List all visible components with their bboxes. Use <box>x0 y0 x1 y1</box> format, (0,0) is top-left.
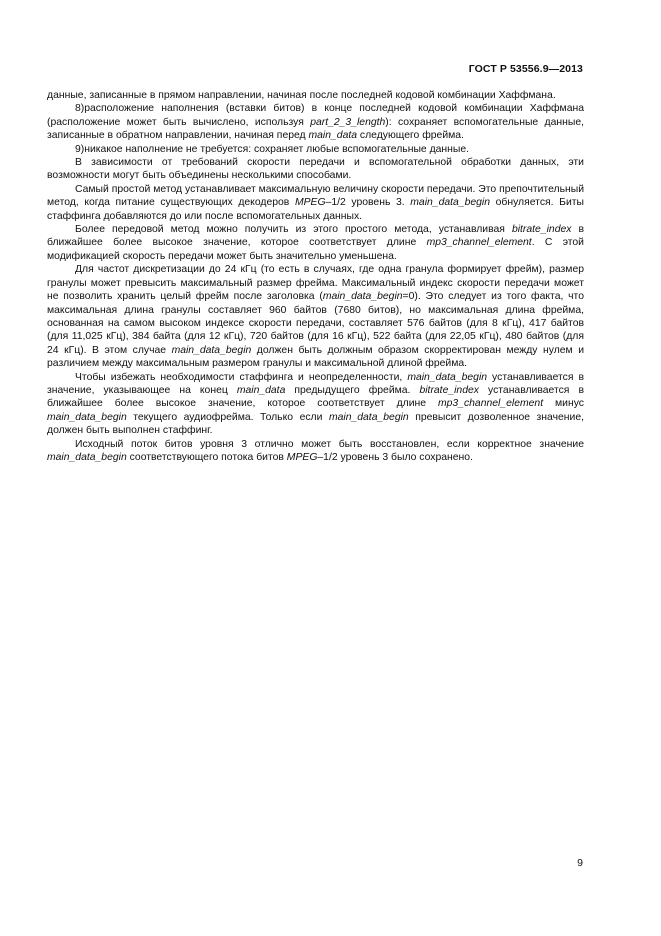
text-segment: текущего аудиофрейма. Только если <box>126 411 329 423</box>
italic-term: main_data_begin <box>410 197 490 209</box>
body-paragraph <box>47 143 584 156</box>
body-paragraph <box>47 263 584 370</box>
page-number: 9 <box>577 857 583 869</box>
text-segment: –1/2 уровень 3 было сохранено. <box>317 451 473 463</box>
text-segment: В зависимости от требований скорости передачи и вспомогательной обработки данных, эти возможности могут быть объединены несколькими способами. <box>47 157 584 182</box>
italic-term: main_data_begin <box>328 411 409 423</box>
italic-term: main_data_begin <box>171 344 252 356</box>
text-segment: должен быть должным образом скорректирован между нулем и различием между максимальным размером гранулы и максимальной длиной фрейма. <box>47 344 584 370</box>
italic-term: mp3_channel_element <box>437 398 544 410</box>
text-segment: Самый простой метод устанавливает максимальную величину скорости передачи. Это препочтительный метод, когда питание существующих декодеров <box>47 183 584 209</box>
italic-term: bitrate_index <box>419 384 479 396</box>
italic-term: main_data_begin <box>322 291 403 303</box>
text-segment: 9)никакое наполнение не требуется: сохраняет любые вспомогательные данные. <box>75 143 470 155</box>
text-segment: превысит дозволенное значение, должен быть выполнен стаффинг. <box>47 411 584 437</box>
text-segment: Более передовой метод можно получить из этого простого метода, устанавливая <box>75 224 512 236</box>
body-paragraph <box>47 102 584 142</box>
text-segment: Для частот дискретизации до 24 кГц (то есть в случаях, где одна гранула формирует фрейм), размер гранулы может превысить максимальный размер фрейма. Максимальный индекс скорости передачи может не позволить хранить целый фрейм после заголовка ( <box>47 264 584 303</box>
body-paragraph <box>47 156 584 183</box>
text-segment: устанавливается в ближайшее более высокое значение, которое соответствует длине <box>47 384 584 410</box>
text-segment: соответствующего потока битов <box>126 451 287 463</box>
text-segment: устанавливается в значение, указывающее на конец <box>47 371 584 396</box>
text-segment: обнуляется. Биты стаффинга добавляются до или после вспомогательных данных. <box>47 197 584 222</box>
text-segment: в ближайшее более высокое значение, которое соответствует длине <box>47 224 584 249</box>
text-segment: данные, записанные в прямом направлении, начиная после последней кодовой комбинации Хаффмана. <box>47 90 556 101</box>
italic-term: main_data <box>308 130 358 142</box>
body-paragraph <box>47 438 584 465</box>
text-segment: 8)расположение наполнения (вставки битов) в конце последней кодовой комбинации Хаффмана (расположение может быть вычислено, используя <box>47 103 584 128</box>
text-segment: –1/2 уровень 3. <box>325 197 411 209</box>
body-paragraph <box>47 89 584 102</box>
text-segment: . С этой модификацией скорость передачи может быть значительно уменьшена. <box>47 237 584 262</box>
italic-term: mp3_channel_element <box>426 237 532 249</box>
italic-term: MPEG <box>294 197 326 209</box>
italic-term: part_2_3_length <box>310 116 386 128</box>
text-segment: ): сохраняет вспомогательные данные, записанные в обратном направлении, начиная перед <box>47 116 584 142</box>
text-segment: Исходный поток битов уровня 3 отлично может быть восстановлен, если корректное значение <box>75 438 584 450</box>
italic-term: main_data_begin <box>47 411 127 423</box>
body-paragraph <box>47 223 584 263</box>
text-segment: минус <box>543 398 584 410</box>
italic-term: bitrate_index <box>511 224 572 236</box>
text-segment: =0). Это следует из того факта, что максимальная длина гранулы составляет 960 байтов (7680 битов), но максимальная длина фрейма, основанная на самом высоком индексе скорости передачи, составляет 576 байтов (для 8 кГц), 417 байтов (для 11,025 кГц), 384 байта (для 12 кГц), 720 байтов (для 16 кГц), 522 байта (для 22,05 кГц), 480 байтов (для 24 кГц). В этом случае <box>47 291 584 356</box>
text-segment: следующего фрейма. <box>357 130 464 142</box>
document-header: ГОСТ Р 53556.9—2013 <box>468 63 583 75</box>
document-body <box>47 89 584 464</box>
text-segment: Чтобы избежать необходимости стаффинга и неопределенности, <box>75 371 408 383</box>
italic-term: main_data <box>236 384 286 396</box>
italic-term: main_data_begin <box>47 451 127 463</box>
italic-term: main_data_begin <box>407 371 488 383</box>
body-paragraph <box>47 183 584 223</box>
text-segment: предыдущего фрейма. <box>285 384 420 396</box>
body-paragraph <box>47 371 584 438</box>
italic-term: MPEG <box>286 451 318 463</box>
